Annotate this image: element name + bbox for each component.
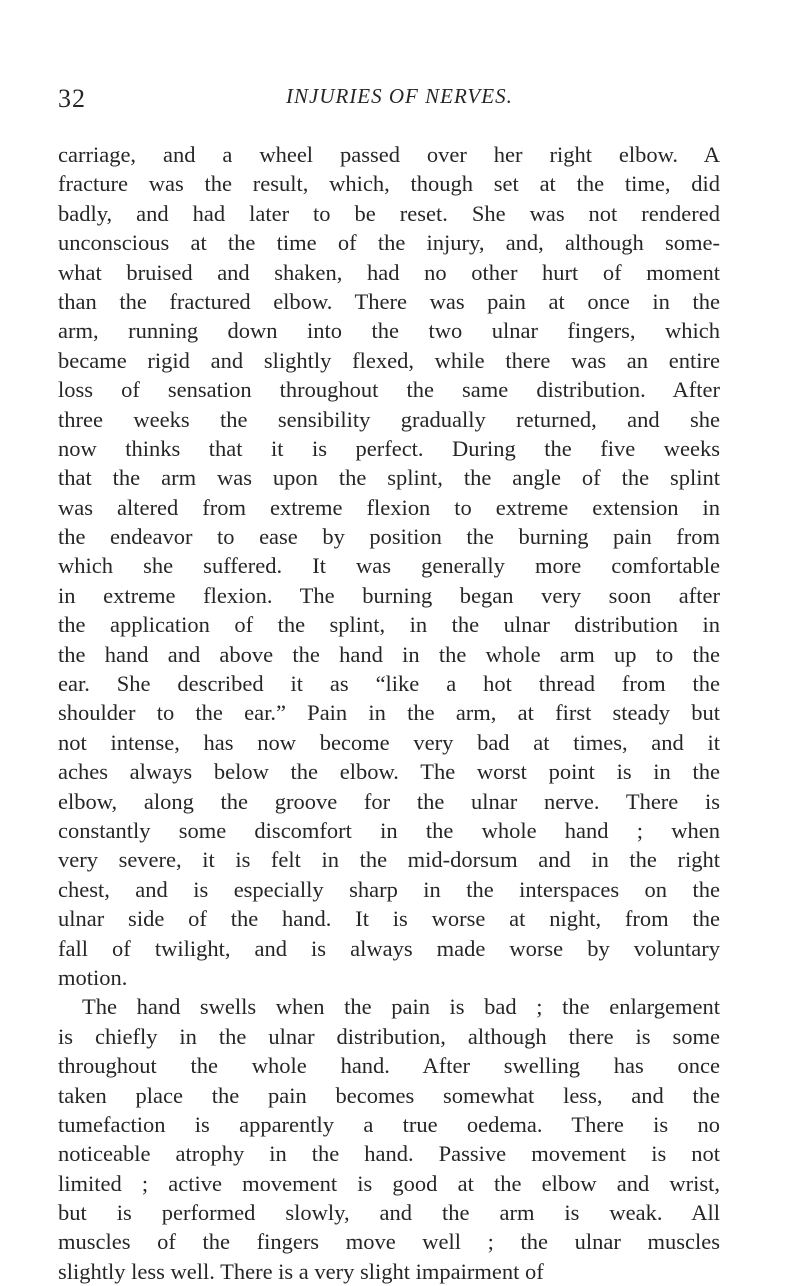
text-line: fracture was the result, which, though set at the time, did [58,171,720,197]
text-line: not intense, has now become very bad at times, and it [58,729,720,755]
text-line: constantly some discomfort in the whole hand ; when [58,817,720,843]
page-number: 32 [58,84,86,113]
text-line: the endeavor to ease by position the burning pain from [58,524,720,550]
text-line: motion. [58,964,128,990]
text-line: loss of sensation throughout the same distribution. After [58,377,720,403]
text-line: muscles of the fingers move well ; the ulnar muscles [58,1229,720,1255]
body-text [58,140,720,1286]
text-line: arm, running down into the two ulnar fingers, which [58,318,720,344]
text-line: the application of the splint, in the ulnar distribution in [58,612,720,638]
text-line: was altered from extreme flexion to extreme extension in [58,494,720,520]
text-line: became rigid and slightly flexed, while there was an entire [58,347,720,373]
text-line: slightly less well. There is a very slight impairment of [58,1258,544,1284]
text-line: which she suffered. It was generally more comfortable [58,553,720,579]
text-line: unconscious at the time of the injury, and, although some- [58,230,720,256]
text-line: badly, and had later to be reset. She was not rendered [58,200,720,226]
text-line: that the arm was upon the splint, the angle of the splint [58,465,720,491]
text-line: than the fractured elbow. There was pain at once in the [58,288,720,314]
text-line: elbow, along the groove for the ulnar nerve. There is [58,788,720,814]
text-line: ulnar side of the hand. It is worse at night, from the [58,906,720,932]
text-line: but is performed slowly, and the arm is weak. All [58,1200,720,1226]
chapter-title: INJURIES OF NERVES. [286,84,513,108]
text-line: what bruised and shaken, had no other hurt of moment [58,259,720,285]
text-line: ear. She described it as “like a hot thread from the [58,671,720,697]
text-line: now thinks that it is perfect. During the five weeks [58,435,720,461]
text-line: limited ; active movement is good at the elbow and wrist, [58,1170,720,1196]
text-line: carriage, and a wheel passed over her right elbow. A [58,142,720,167]
text-line: tumefaction is apparently a true oedema. There is no [58,1111,720,1137]
text-line: shoulder to the ear.” Pain in the arm, at first steady but [58,700,720,726]
text-line: throughout the whole hand. After swelling has once [58,1053,720,1079]
text-line: The hand swells when the pain is bad ; the enlargement [82,994,720,1020]
text-line: very severe, it is felt in the mid-dorsum and in the right [58,847,720,873]
text-line: the hand and above the hand in the whole arm up to the [58,641,720,667]
text-line: noticeable atrophy in the hand. Passive movement is not [58,1141,720,1167]
text-line: taken place the pain becomes somewhat less, and the [58,1082,720,1108]
text-line: three weeks the sensibility gradually returned, and she [58,406,720,432]
text-line: is chiefly in the ulnar distribution, although there is some [58,1023,720,1049]
text-line: aches always below the elbow. The worst point is in the [58,759,720,785]
text-line: chest, and is especially sharp in the interspaces on the [58,876,720,902]
running-head [58,84,718,120]
text-line: in extreme flexion. The burning began very soon after [58,582,720,608]
text-line: fall of twilight, and is always made worse by voluntary [58,935,720,961]
